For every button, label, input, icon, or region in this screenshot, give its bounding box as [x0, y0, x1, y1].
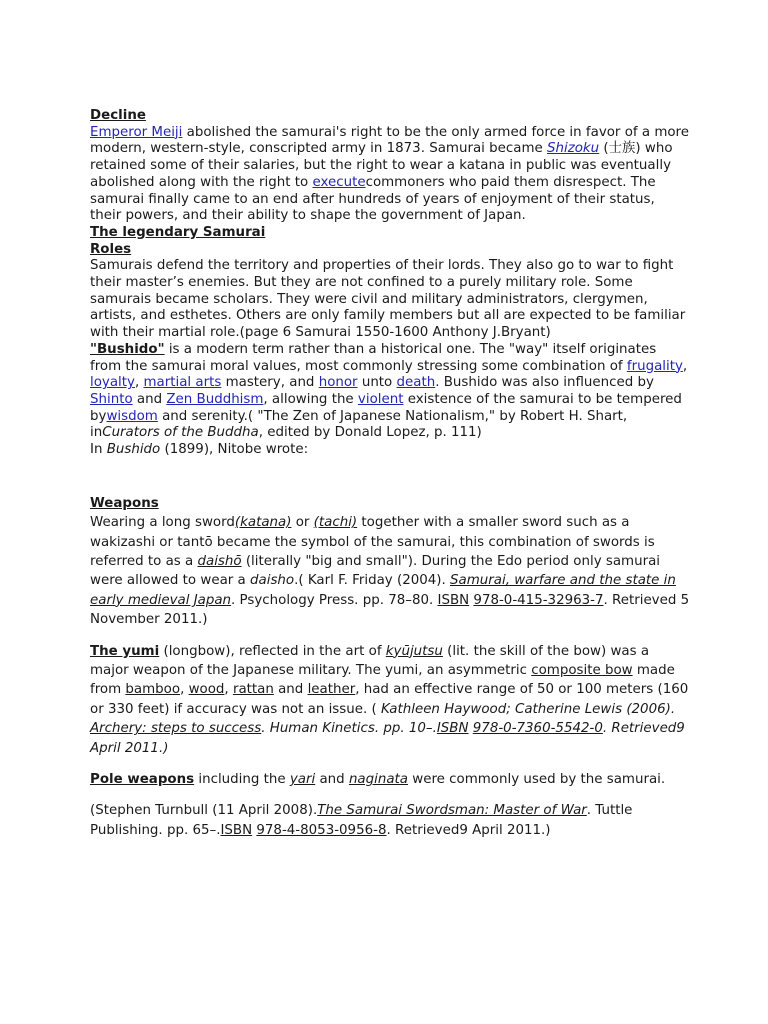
composite-bow-term: composite bow — [531, 663, 633, 679]
violent-link[interactable]: violent — [357, 391, 404, 407]
archery-book-title: Archery: steps to success — [90, 721, 262, 737]
spacer — [90, 789, 690, 801]
daisho-term: daishō — [197, 553, 242, 569]
bushido-text-3: unto — [357, 375, 397, 391]
pole-text-2: and — [315, 772, 349, 788]
yumi-heading: The yumi — [90, 643, 160, 659]
bushido-text-2: mastery, and — [221, 375, 319, 391]
isbn-label: ISBN — [436, 721, 469, 737]
weapons-text-1: Wearing a long sword — [90, 515, 235, 531]
loyalty-link[interactable]: loyalty — [90, 375, 135, 391]
bushido-text-8: and serenity.( "The Zen of Japanese Nationalism," by Robert H. Shart, in — [90, 408, 628, 441]
wisdom-link[interactable]: wisdom — [106, 408, 158, 424]
yumi-text-7: . Retrieved9 April 2011.) — [90, 721, 685, 756]
nitobe-line — [90, 442, 690, 459]
martial-arts-link[interactable]: martial arts — [143, 375, 222, 391]
isbn-number: 978-0-415-32963-7 — [473, 592, 604, 608]
weapons-text-2: or — [291, 515, 314, 531]
bushido-text-6: , allowing the — [263, 391, 358, 407]
wood-term: wood — [188, 682, 225, 698]
turnbull-text-1: (Stephen Turnbull (11 April 2008). — [90, 803, 318, 819]
turnbull-citation — [90, 801, 690, 840]
yumi-paragraph — [90, 642, 690, 758]
death-link[interactable]: death — [396, 375, 436, 391]
tachi-term: (tachi) — [313, 515, 358, 531]
dense-section — [90, 108, 690, 459]
bushido-comma-1: , — [682, 358, 688, 374]
weapons-text-7: . Retrieved 5 November 2011.) — [90, 592, 690, 628]
yumi-comma-1: , — [180, 682, 189, 698]
yumi-text-3: made from — [90, 663, 675, 698]
honor-link[interactable]: honor — [318, 375, 358, 391]
weapons-text-5: .( Karl F. Friday (2004). — [294, 573, 451, 589]
emperor-meiji-link[interactable]: Emperor Meiji — [90, 124, 183, 140]
spacer — [90, 630, 690, 642]
pole-text-3: were commonly used by the samurai. — [408, 772, 666, 788]
bushido-term: "Bushido" — [90, 341, 165, 357]
curators-title: Curators of the Buddha — [102, 425, 259, 441]
execute-link[interactable]: execute — [312, 174, 366, 190]
katana-term: (katana) — [234, 515, 292, 531]
bushido-paragraph — [90, 342, 690, 442]
rattan-term: rattan — [232, 682, 274, 698]
turnbull-book-title: The Samurai Swordsman: Master of War — [317, 803, 587, 819]
spacer — [90, 459, 690, 494]
decline-text-1: abolished the samurai's right to be the only armed force in favor of a more modern, western-style, conscripted army in 1873. Samurai became — [90, 124, 690, 157]
spacer — [90, 758, 690, 770]
weapons-heading: Weapons — [90, 495, 159, 511]
weapons-section — [90, 494, 690, 841]
weapons-text-3: together with a smaller sword such as a wakizashi or tantō became the symbol of the samurai, this combination of swords is referred to as a — [90, 515, 655, 569]
daisho-term-2: daisho — [250, 573, 295, 589]
yari-term: yari — [289, 772, 316, 788]
weapons-paragraph — [90, 513, 690, 629]
leather-term: leather — [307, 682, 356, 698]
yumi-comma-2: , — [224, 682, 233, 698]
isbn-number: 978-4-8053-0956-8 — [256, 822, 387, 838]
bushido-text-7: existence of the samurai to be tempered by — [90, 391, 682, 424]
zen-buddhism-link[interactable]: Zen Buddhism — [166, 391, 264, 407]
isbn-number: 978-0-7360-5542-0 — [472, 721, 603, 737]
yumi-text-2: (lit. the skill of the bow) was a major weapon of the Japanese military. The yumi, an asymmetric — [90, 643, 650, 679]
turnbull-text-2: . Tuttle Publishing. pp. 65–. — [90, 803, 633, 838]
decline-text-2: (士族) who retained some of their salaries, but the right to wear a katana in public was eventually abolished along with the right to — [90, 141, 673, 190]
decline-text-3: commoners who paid them disrespect. The samurai finally came to an end after hundreds of years of enjoyment of their status, their powers, and their ability to shape the government of Japan. — [90, 174, 656, 224]
yumi-text-1: (longbow), reflected in the art of — [159, 643, 386, 659]
yumi-authors: Kathleen Haywood; Catherine Lewis (2006). — [380, 701, 676, 717]
yumi-text-4: and — [273, 682, 308, 698]
shinto-link[interactable]: Shinto — [90, 391, 133, 407]
roles-paragraph: Samurais defend the territory and properties of their lords. They also go to war to fight their master’s enemies. But they are not confined to a purely military role. Some samurais became scholars. They were civil and military administrators, clergymen, artists, and esthetes. Others are only family members but all are expected to be familiar with their martial role.(page 6 Samurai 1550-1600 Anthony J.Bryant) — [90, 258, 686, 341]
naginata-term: naginata — [348, 772, 408, 788]
pole-weapons-paragraph — [90, 770, 690, 789]
yumi-text-5: , had an effective range of 50 or 100 meters (160 or 330 feet) if accuracy was not an issue. ( — [90, 682, 689, 717]
nitobe-in: In — [90, 442, 107, 458]
decline-paragraph — [90, 125, 690, 225]
bushido-comma-2: , — [134, 375, 144, 391]
isbn-label: ISBN — [220, 822, 253, 838]
yumi-text-6: . Human Kinetics. pp. 10–. — [261, 721, 437, 737]
bushido-text-9: , edited by Donald Lopez, p. 111) — [258, 425, 482, 441]
roles-heading: Roles — [90, 241, 132, 257]
isbn-label: ISBN — [437, 592, 470, 608]
decline-heading: Decline — [90, 108, 146, 123]
bushido-text-4: . Bushido was also influenced by — [435, 375, 654, 391]
pole-weapons-heading: Pole weapons — [90, 772, 195, 788]
bushido-text-1: is a modern term rather than a historical one. The "way" itself originates from the samurai moral values, most commonly stressing some combination of — [90, 341, 657, 374]
pole-text-1: including the — [194, 772, 290, 788]
bushido-text-5: and — [132, 391, 167, 407]
kyujutsu-term: kyūjutsu — [385, 643, 443, 659]
shizoku-link[interactable]: Shizoku — [547, 141, 600, 157]
turnbull-text-3: . Retrieved9 April 2011.) — [386, 822, 551, 838]
friday-book-title: Samurai, warfare and the state in early medieval Japan — [90, 573, 676, 608]
nitobe-text: (1899), Nitobe wrote: — [160, 442, 309, 458]
weapons-text-4: (literally "big and small"). During the Edo period only samurai were allowed to wear a — [90, 553, 661, 589]
bushido-book-title: Bushido — [106, 442, 161, 458]
bamboo-term: bamboo — [125, 682, 181, 698]
frugality-link[interactable]: frugality — [626, 358, 683, 374]
legendary-heading: The legendary Samurai — [90, 224, 266, 240]
document-page — [90, 108, 690, 840]
weapons-text-6: . Psychology Press. pp. 78–80. — [231, 592, 438, 608]
